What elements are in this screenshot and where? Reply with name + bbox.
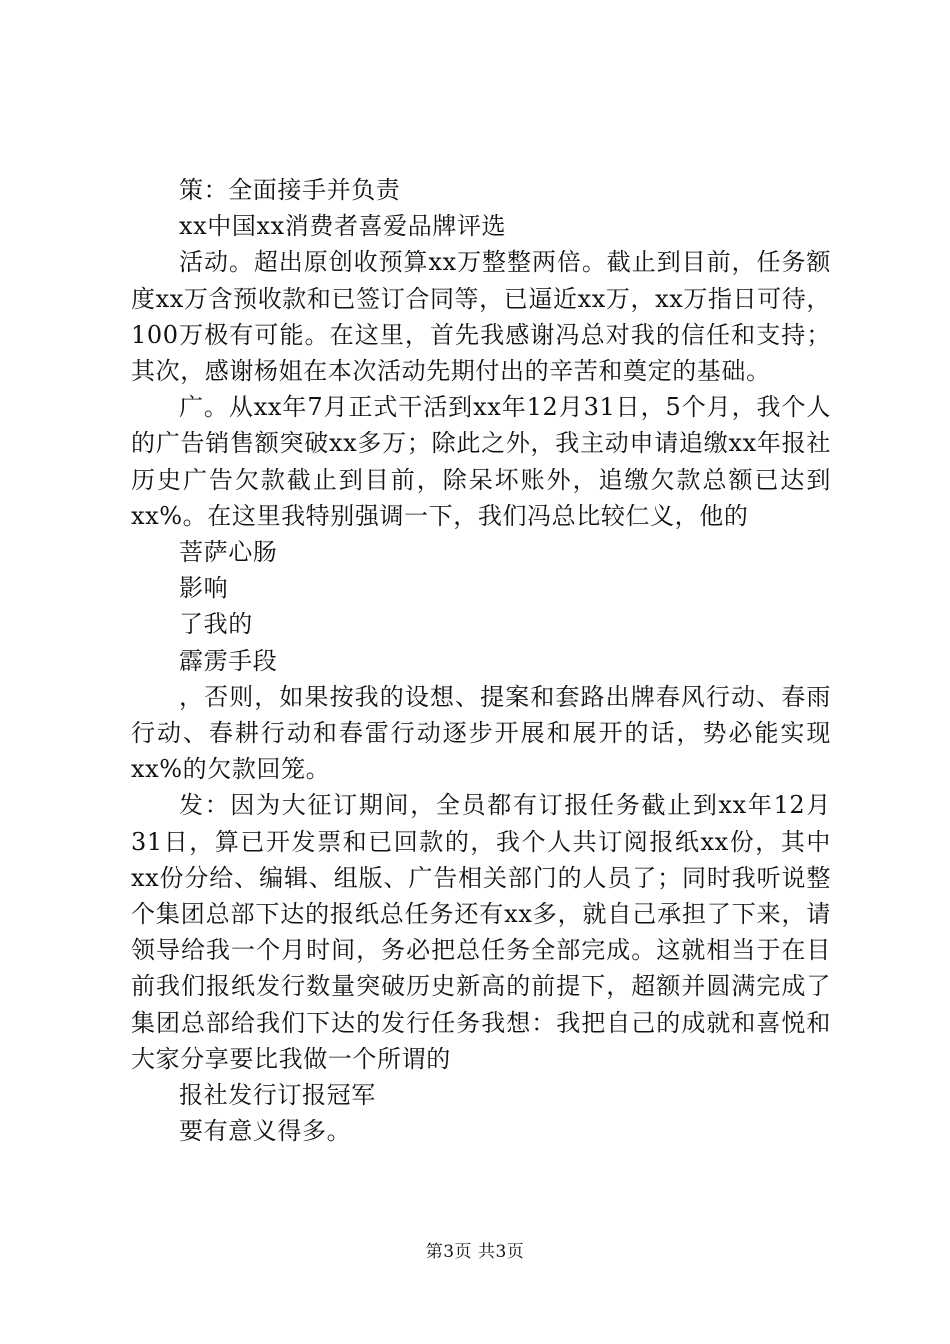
- text-line: 菩萨心肠: [179, 538, 278, 567]
- paragraph: ，否则，如果按我的设想、提案和套路出牌春风行动、春雨行动、春耕行动和春雷行动逐步开展和展开的话，势必能实现xx%的欠款回笼。: [131, 682, 831, 784]
- page-footer: [0, 1241, 950, 1263]
- text-line: 了我的: [179, 610, 253, 639]
- text-line: 报社发行订报冠军: [179, 1081, 376, 1110]
- document-body: [131, 172, 831, 1149]
- text-line: 影响: [179, 574, 229, 603]
- paragraph: 活动。超出原创收预算xx万整整两倍。截止到目前，任务额度xx万含预收款和已签订合同等，已逼近xx万，xx万指日可待，100万极有可能。在这里，首先我感谢冯总对我的信任和支持；其次，感谢杨姐在本次活动先期付出的辛苦和奠定的基础。: [131, 248, 831, 386]
- paragraph: 广。从xx年7月正式干活到xx年12月31日，5个月，我个人的广告销售额突破xx多万；除此之外，我主动申请追缴xx年报社历史广告欠款截止到目前，除呆坏账外，追缴欠款总额已达到xx%。在这里我特别强调一下，我们冯总比较仁义，他的: [131, 393, 831, 530]
- text-line: xx中国xx消费者喜爱品牌评选: [179, 212, 507, 241]
- text-line: 霹雳手段: [179, 646, 278, 675]
- text-line: 策：全面接手并负责: [179, 176, 401, 204]
- page-number: 第3页 共3页: [425, 1242, 525, 1262]
- paragraph: 发：因为大征订期间，全员都有订报任务截止到xx年12月31日，算已开发票和已回款的，我个人共订阅报纸xx份，其中xx份分给、编辑、组版、广告相关部门的人员了；同时我听说整个集团总部下达的报纸总任务还有xx多，就自己承担了下来，请领导给我一个月时间，务必把总任务全部完成。这就相当于在目前我们报纸发行数量突破历史新高的前提下，超额并圆满完成了集团总部给我们下达的发行任务我想：我把自己的成就和喜悦和大家分享要比我做一个所谓的: [131, 791, 831, 1073]
- text-line: 要有意义得多。: [179, 1117, 352, 1146]
